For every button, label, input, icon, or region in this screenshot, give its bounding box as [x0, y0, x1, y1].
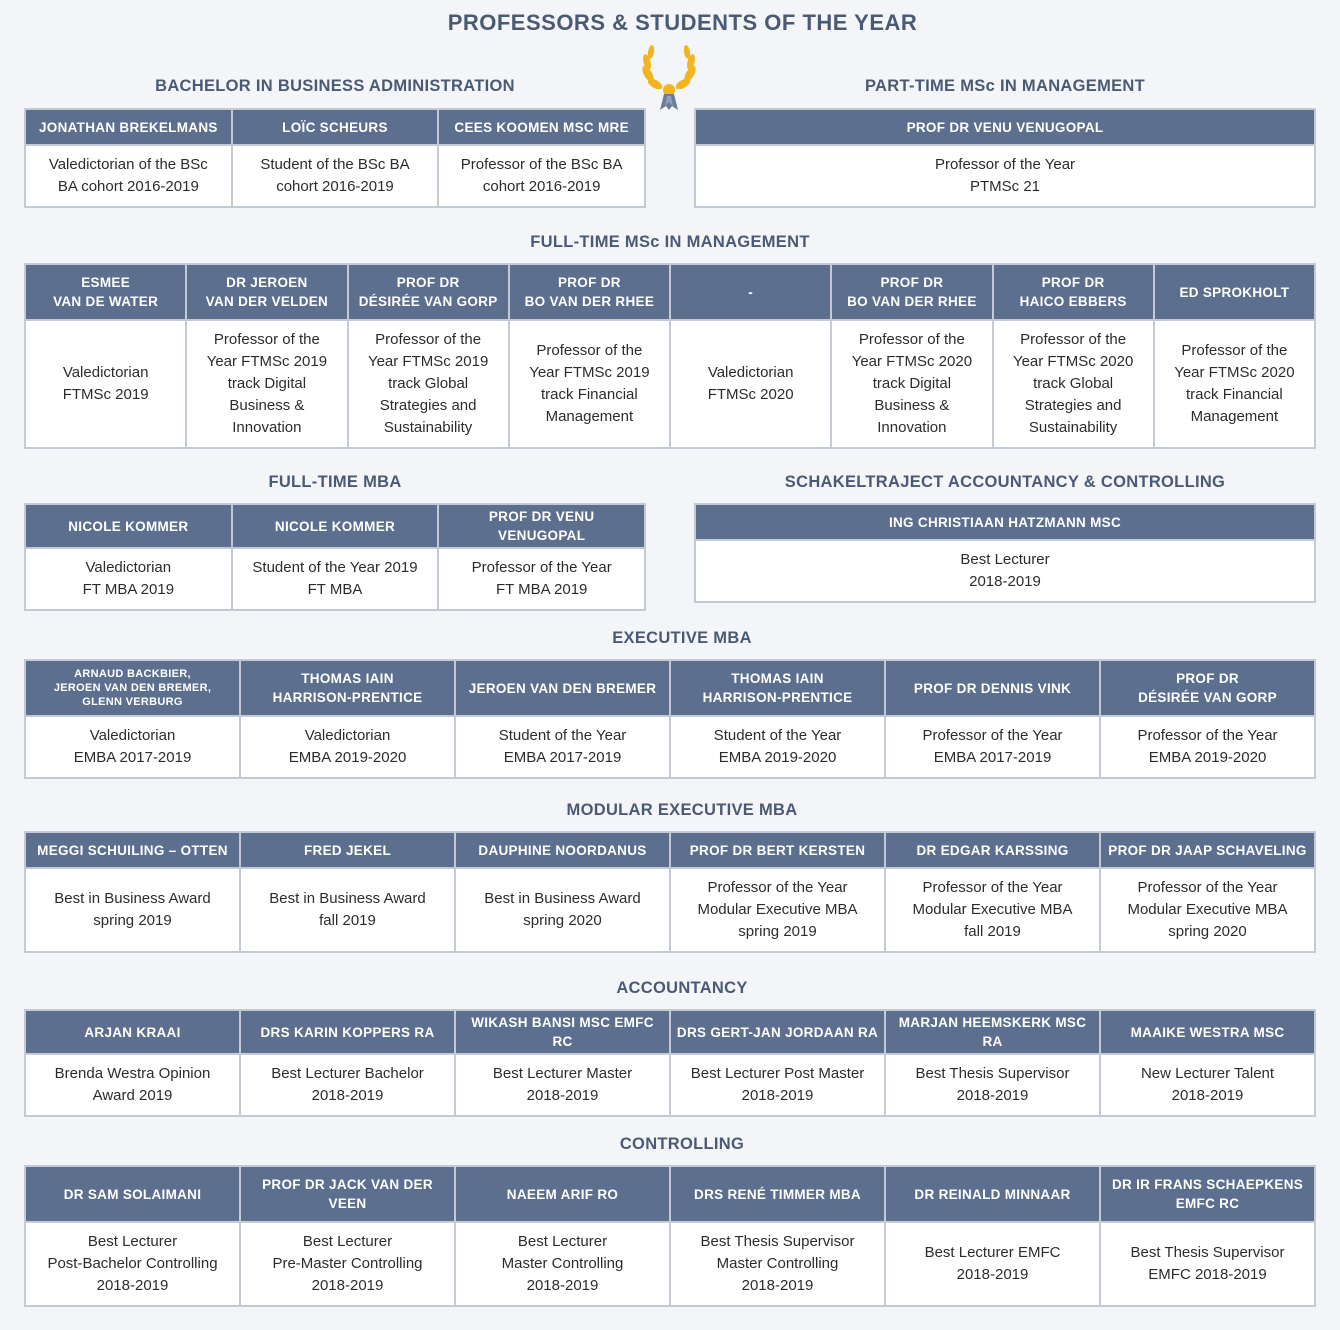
award-cell: Brenda Westra Opinion Award 2019 — [25, 1054, 240, 1116]
name-cell: JONATHAN BREKELMANS — [25, 109, 232, 145]
award-cell: Best Thesis Supervisor EMFC 2018-2019 — [1100, 1222, 1315, 1306]
award-cell: Student of the Year EMBA 2017-2019 — [455, 716, 670, 778]
award-cell: Professor of the Year Modular Executive MBA fall 2019 — [885, 868, 1100, 952]
name-cell: THOMAS IAIN HARRISON-PRENTICE — [670, 660, 885, 716]
section-title-controlling: CONTROLLING — [619, 1135, 745, 1153]
name-cell: PROF DR BO VAN DER RHEE — [831, 264, 992, 320]
name-cell: DRS RENÉ TIMMER MBA — [670, 1166, 885, 1222]
award-cell: Best Lecturer 2018-2019 — [695, 540, 1315, 602]
name-cell: PROF DR JACK VAN DER VEEN — [240, 1166, 455, 1222]
name-cell: MAAIKE WESTRA MSC — [1100, 1010, 1315, 1054]
name-cell: ARJAN KRAAI — [25, 1010, 240, 1054]
name-cell: THOMAS IAIN HARRISON-PRENTICE — [240, 660, 455, 716]
section-title-full-time-msc: FULL-TIME MSc IN MANAGEMENT — [530, 233, 810, 251]
award-cell: Valedictorian FTMSc 2019 — [25, 320, 186, 448]
award-cell: Valedictorian of the BSc BA cohort 2016-2019 — [25, 145, 232, 207]
award-cell: Best Thesis Supervisor Master Controlling 2018-2019 — [670, 1222, 885, 1306]
name-cell: PROF DR BO VAN DER RHEE — [509, 264, 670, 320]
name-cell: - — [670, 264, 831, 320]
section-title-full-time-mba: FULL-TIME MBA — [268, 473, 402, 491]
table-modular-executive-mba — [24, 831, 1316, 953]
award-cell: Valedictorian EMBA 2017-2019 — [25, 716, 240, 778]
award-cell: New Lecturer Talent 2018-2019 — [1100, 1054, 1315, 1116]
table-part-time-msc — [694, 108, 1316, 208]
name-cell: DAUPHINE NOORDANUS — [455, 832, 670, 868]
name-cell: WIKASH BANSI MSC EMFC RC — [455, 1010, 670, 1054]
name-cell: NICOLE KOMMER — [232, 504, 439, 548]
section-title-bachelor: BACHELOR IN BUSINESS ADMINISTRATION — [155, 77, 515, 95]
award-cell: Professor of the Year FT MBA 2019 — [438, 548, 645, 610]
table-controlling — [24, 1165, 1316, 1307]
name-cell: PROF DR HAICO EBBERS — [993, 264, 1154, 320]
name-cell: JEROEN VAN DEN BREMER — [455, 660, 670, 716]
table-full-time-msc — [24, 263, 1316, 449]
table-executive-mba — [24, 659, 1316, 779]
name-cell: DRS GERT-JAN JORDAAN RA — [670, 1010, 885, 1054]
name-cell: PROF DR VENU VENUGOPAL — [695, 109, 1315, 145]
award-cell: Professor of the Year FTMSc 2020 track Global Strategies and Sustainability — [993, 320, 1154, 448]
award-cell: Student of the Year EMBA 2019-2020 — [670, 716, 885, 778]
laurel-wreath-icon — [638, 44, 700, 112]
name-cell: ED SPROKHOLT — [1154, 264, 1315, 320]
name-cell: DRS KARIN KOPPERS RA — [240, 1010, 455, 1054]
award-cell: Best in Business Award spring 2019 — [25, 868, 240, 952]
name-cell: NAEEM ARIF RO — [455, 1166, 670, 1222]
award-cell: Best Lecturer Bachelor 2018-2019 — [240, 1054, 455, 1116]
name-cell: PROF DR BERT KERSTEN — [670, 832, 885, 868]
table-full-time-mba — [24, 503, 646, 611]
award-cell: Professor of the Year PTMSc 21 — [695, 145, 1315, 207]
section-title-modular-executive-mba: MODULAR EXECUTIVE MBA — [566, 801, 798, 819]
award-cell: Best in Business Award fall 2019 — [240, 868, 455, 952]
name-cell: DR EDGAR KARSSING — [885, 832, 1100, 868]
award-cell: Professor of the Year EMBA 2017-2019 — [885, 716, 1100, 778]
award-cell: Student of the BSc BA cohort 2016-2019 — [232, 145, 439, 207]
award-cell: Professor of the Year EMBA 2019-2020 — [1100, 716, 1315, 778]
section-title-executive-mba: EXECUTIVE MBA — [612, 629, 752, 647]
award-cell: Best Lecturer Pre-Master Controlling 2018-2019 — [240, 1222, 455, 1306]
name-cell: DR SAM SOLAIMANI — [25, 1166, 240, 1222]
name-cell: DR IR FRANS SCHAEPKENS EMFC RC — [1100, 1166, 1315, 1222]
table-accountancy — [24, 1009, 1316, 1117]
name-cell: NICOLE KOMMER — [25, 504, 232, 548]
name-cell: PROF DR VENU VENUGOPAL — [438, 504, 645, 548]
award-cell: Professor of the Year FTMSc 2019 track Digital Business & Innovation — [186, 320, 347, 448]
page-title: PROFESSORS & STUDENTS OF THE YEAR — [447, 10, 918, 35]
award-cell: Best Lecturer Master 2018-2019 — [455, 1054, 670, 1116]
award-cell: Best Lecturer Post-Bachelor Controlling 2018-2019 — [25, 1222, 240, 1306]
name-cell: PROF DR JAAP SCHAVELING — [1100, 832, 1315, 868]
award-cell: Professor of the Year FTMSc 2020 track Digital Business & Innovation — [831, 320, 992, 448]
name-cell: PROF DR DÉSIRÉE VAN GORP — [1100, 660, 1315, 716]
award-cell: Professor of the Year FTMSc 2019 track Financial Management — [509, 320, 670, 448]
name-cell: ESMEE VAN DE WATER — [25, 264, 186, 320]
award-cell: Student of the Year 2019 FT MBA — [232, 548, 439, 610]
award-cell: Valedictorian FTMSc 2020 — [670, 320, 831, 448]
name-cell: FRED JEKEL — [240, 832, 455, 868]
section-title-accountancy: ACCOUNTANCY — [616, 979, 748, 997]
section-title-part-time-msc: PART-TIME MSc IN MANAGEMENT — [864, 77, 1146, 95]
name-cell: LOÏC SCHEURS — [232, 109, 439, 145]
section-title-schakeltraject: SCHAKELTRAJECT ACCOUNTANCY & CONTROLLING — [784, 473, 1226, 491]
award-cell: Professor of the Year Modular Executive MBA spring 2019 — [670, 868, 885, 952]
award-cell: Best in Business Award spring 2020 — [455, 868, 670, 952]
name-cell: PROF DR DÉSIRÉE VAN GORP — [348, 264, 509, 320]
table-bachelor — [24, 108, 646, 208]
award-cell: Valedictorian FT MBA 2019 — [25, 548, 232, 610]
name-cell: ARNAUD BACKBIER, JEROEN VAN DEN BREMER, GLENN VERBURG — [25, 660, 240, 716]
award-cell: Best Lecturer Post Master 2018-2019 — [670, 1054, 885, 1116]
table-schakeltraject — [694, 503, 1316, 603]
award-cell: Best Lecturer EMFC 2018-2019 — [885, 1222, 1100, 1306]
name-cell: CEES KOOMEN MSC MRE — [438, 109, 645, 145]
award-cell: Professor of the Year FTMSc 2019 track Global Strategies and Sustainability — [348, 320, 509, 448]
award-cell: Professor of the Year FTMSc 2020 track Financial Management — [1154, 320, 1315, 448]
award-cell: Best Lecturer Master Controlling 2018-2019 — [455, 1222, 670, 1306]
name-cell: DR REINALD MINNAAR — [885, 1166, 1100, 1222]
name-cell: DR JEROEN VAN DER VELDEN — [186, 264, 347, 320]
award-cell: Professor of the BSc BA cohort 2016-2019 — [438, 145, 645, 207]
award-cell: Best Thesis Supervisor 2018-2019 — [885, 1054, 1100, 1116]
award-cell: Valedictorian EMBA 2019-2020 — [240, 716, 455, 778]
name-cell: ING CHRISTIAAN HATZMANN MSC — [695, 504, 1315, 540]
award-cell: Professor of the Year Modular Executive MBA spring 2020 — [1100, 868, 1315, 952]
name-cell: PROF DR DENNIS VINK — [885, 660, 1100, 716]
name-cell: MARJAN HEEMSKERK MSC RA — [885, 1010, 1100, 1054]
name-cell: MEGGI SCHUILING – OTTEN — [25, 832, 240, 868]
